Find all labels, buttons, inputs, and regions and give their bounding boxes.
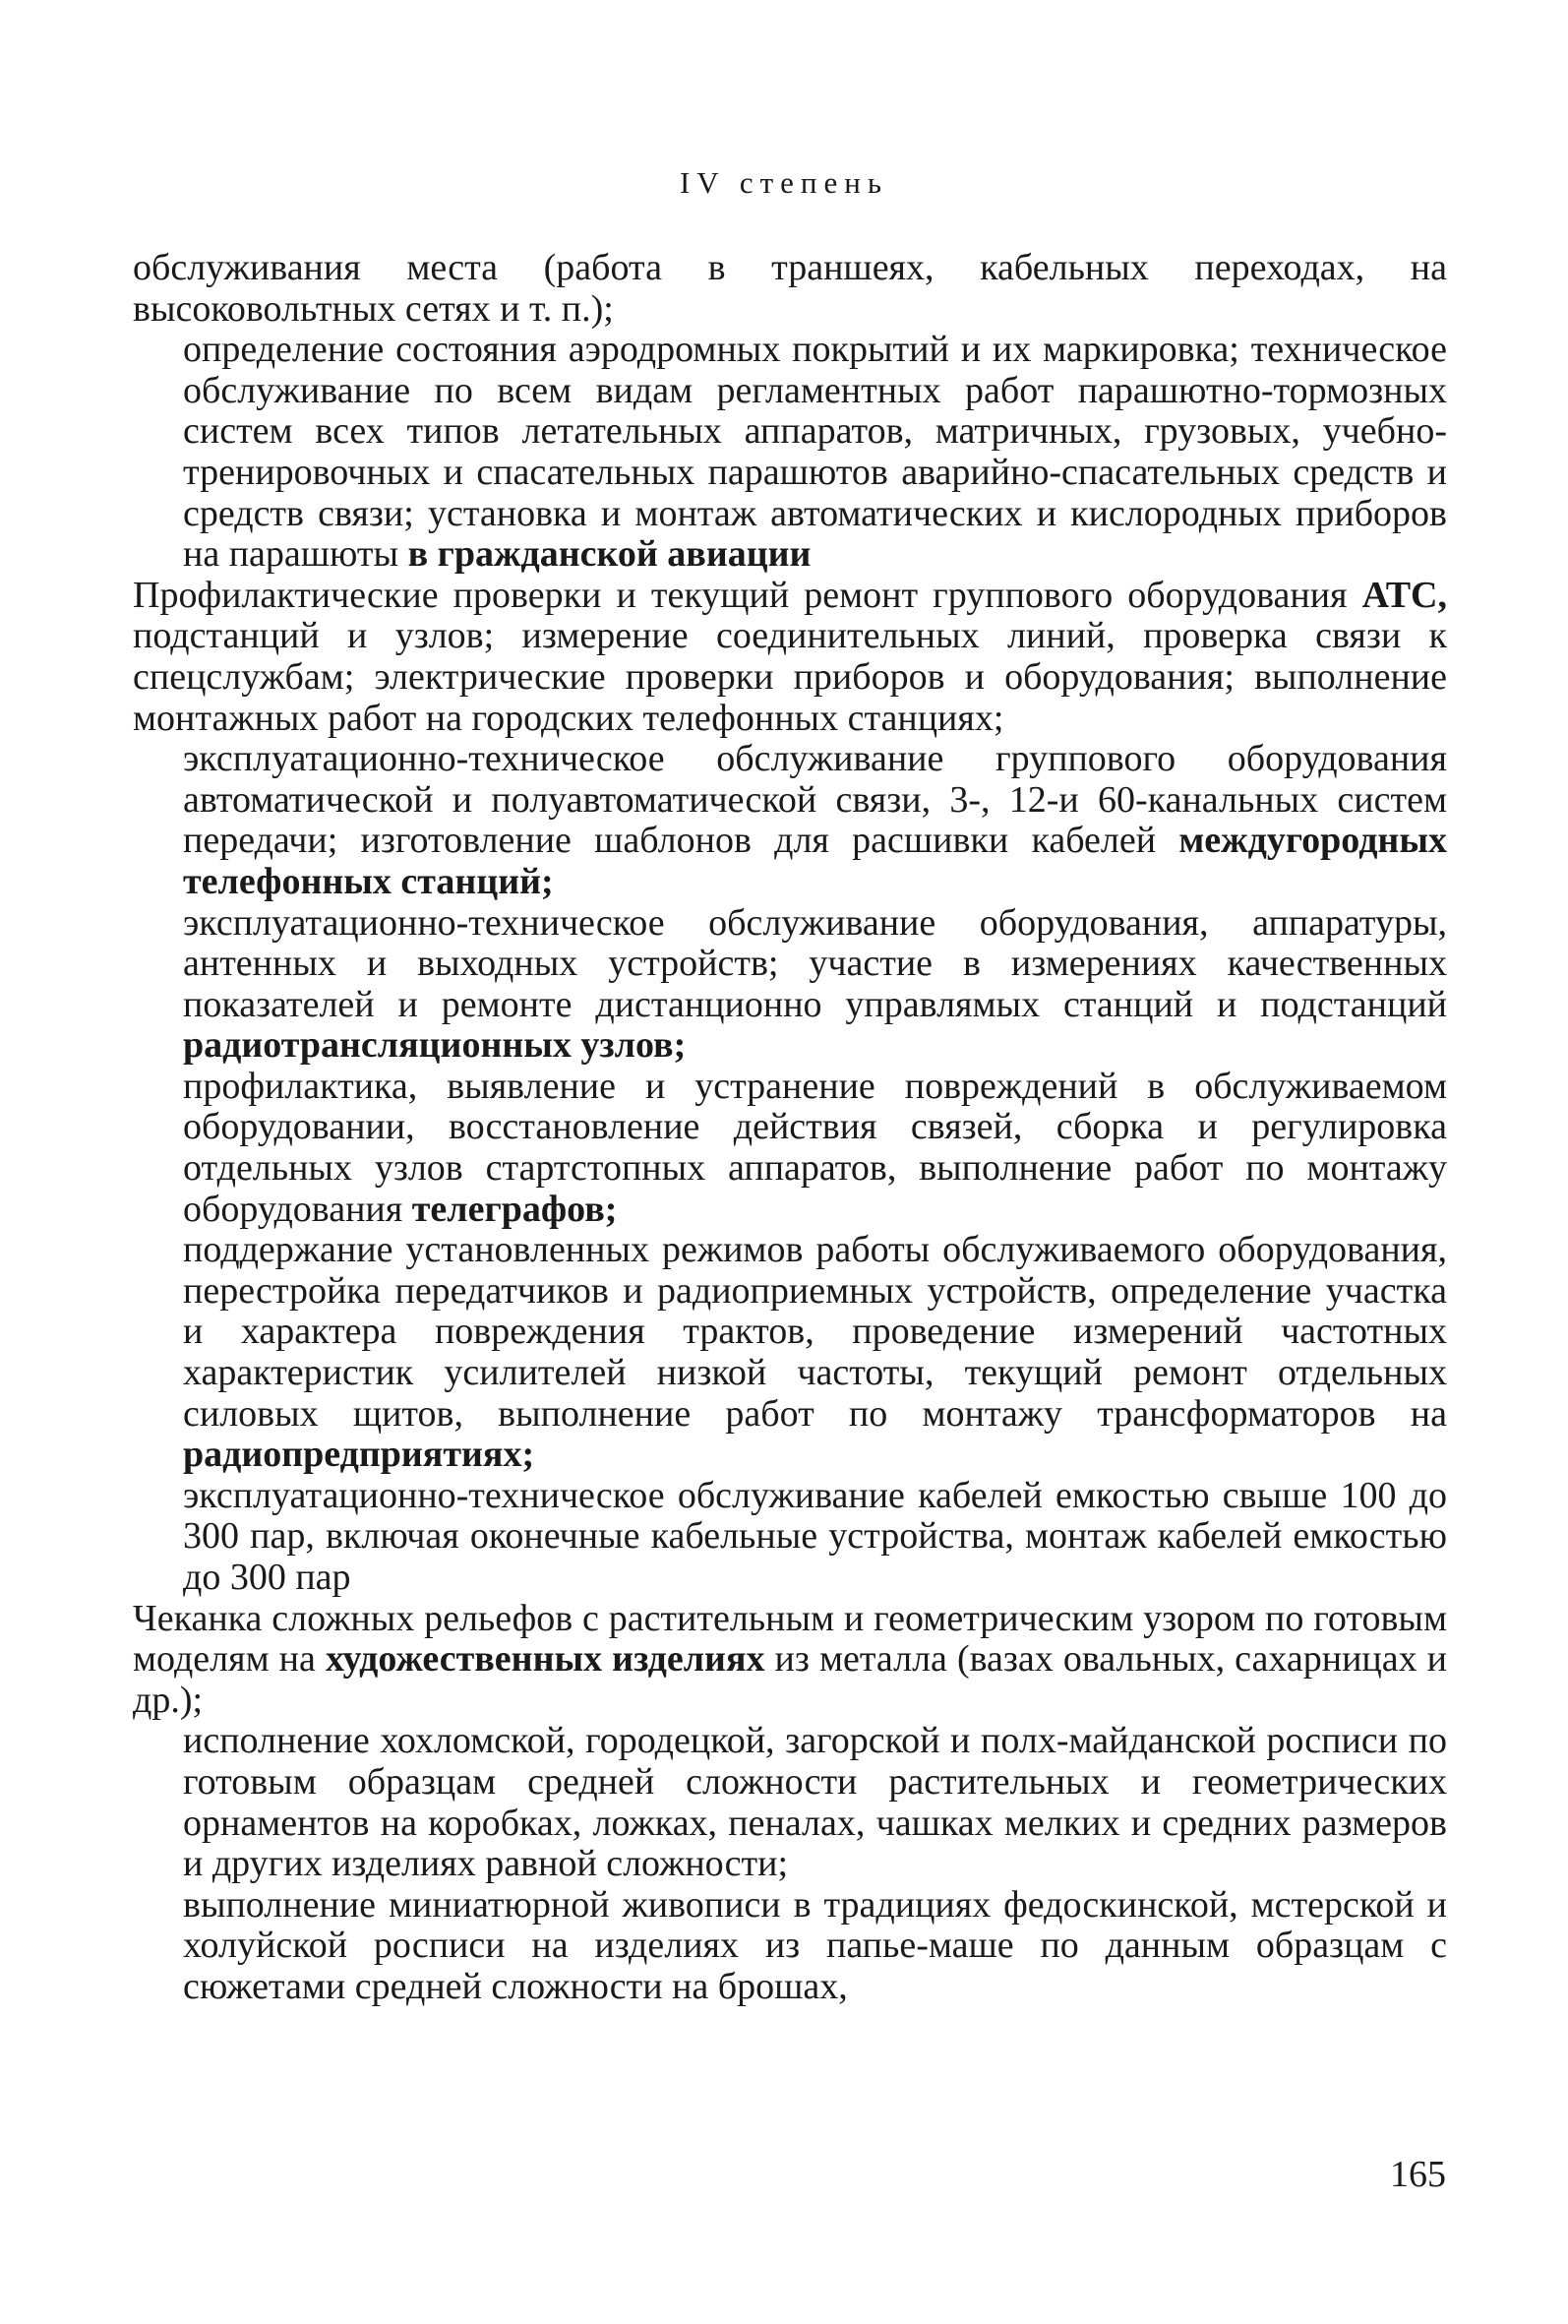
paragraph-text: эксплуатационно-техническое обслуживание группового оборудования автоматической и полуавтоматической связи, 3-, 12-и 60-канальных систем передачи; изготовление шаблонов для расшивки кабелей bbox=[183, 738, 1447, 862]
paragraph bbox=[133, 248, 1447, 330]
paragraph-text: исполнение хохломской, городецкой, загорской и полх-майданской росписи по готовым образцам средней сложности растительных и геометрических орнаментов на коробках, ложках, пеналах, чашках мелких и средних размеров и других изделиях равной сложности; bbox=[183, 1720, 1447, 1885]
page-body bbox=[133, 248, 1447, 2008]
bold-keyword: междугородных телефонных станций; bbox=[183, 820, 1447, 902]
bold-keyword: художественных изделиях bbox=[325, 1638, 765, 1681]
paragraph-text: Чеканка сложных рельефов с растительным и геометрическим узором по готовым моделям на bbox=[133, 1597, 1447, 1681]
paragraph-text: выполнение миниатюрной живописи в традициях федоскинской, мстерской и холуйской росписи на изделиях из папье-маше по данным образцам с сюжетами средней сложности на брошах, bbox=[183, 1883, 1447, 2007]
paragraph-text: профилактика, выявление и устранение повреждений в обслуживаемом оборудовании, восстановление действия связей, сборка и регулировка отдельных узлов стартстопных аппаратов, выполнение работ по монтажу оборудования bbox=[183, 1065, 1447, 1230]
bold-keyword: в гражданской авиации bbox=[407, 533, 812, 576]
paragraph bbox=[133, 903, 1447, 1067]
paragraph-text: эксплуатационно-техническое обслуживание оборудования, аппаратуры, антенных и выходных устройств; участие в измерениях качественных показателей и ремонте дистанционно управлямых станций и подстанций bbox=[183, 901, 1447, 1025]
paragraph bbox=[133, 1476, 1447, 1599]
paragraph-text: эксплуатационно-техническое обслуживание кабелей емкостью свыше 100 до 300 пар, включая оконечные кабельные устройства, монтаж кабелей емкостью до 300 пар bbox=[183, 1474, 1447, 1598]
page-number: 165 bbox=[1390, 2154, 1446, 2195]
paragraph-text bbox=[133, 1599, 1447, 1722]
paragraph bbox=[133, 1721, 1447, 1884]
paragraph bbox=[133, 739, 1447, 902]
bold-keyword: радиопредприятиях; bbox=[183, 1434, 535, 1476]
bold-keyword: АТС, bbox=[1361, 574, 1447, 616]
paragraph-text: поддержание установленных режимов работы обслуживаемого оборудования, перестройка передатчиков и радиоприемных устройств, определение участка и характера повреждения трактов, проведение измерений частотных характеристик усилителей низкой частоты, текущий ремонт отдельных силовых щитов, выполнение работ по монтажу трансформаторов на bbox=[183, 1229, 1447, 1435]
paragraph-text: подстанций и узлов; измерение соединительных линий, проверка связи к спецслужбам; электрические проверки приборов и оборудования; выполнение монтажных работ на городских телефонных станциях; bbox=[133, 615, 1447, 739]
paragraph bbox=[133, 1067, 1447, 1230]
paragraph-text: обслуживания места (работа в траншеях, кабельных переходах, на высоковольтных сетях и т. п.); bbox=[133, 247, 1447, 330]
paragraph-hanging bbox=[133, 1599, 1447, 1722]
page-header: IV степень bbox=[679, 165, 889, 200]
paragraph-text: определение состояния аэродромных покрытий и их маркировка; техническое обслуживание по всем видам регламентных работ парашютно-тормозных систем всех типов летательных аппаратов, матричных, грузовых, учебно-тренировочных и спасательных парашютов аварийно-спасательных средств и средств связи; установка и монтаж автоматических и кислородных приборов на парашюты bbox=[183, 329, 1447, 576]
paragraph-text: Профилактические проверки и текущий ремонт группового оборудования bbox=[133, 574, 1362, 616]
paragraph-text bbox=[133, 576, 1447, 739]
paragraph bbox=[133, 1230, 1447, 1476]
bold-keyword: телеграфов; bbox=[411, 1188, 618, 1230]
paragraph bbox=[133, 1885, 1447, 2008]
bold-keyword: радиотрансляционных узлов; bbox=[183, 1024, 687, 1067]
paragraph-hanging bbox=[133, 576, 1447, 739]
paragraph-text: из металла (вазах овальных, сахарницах и др.); bbox=[133, 1638, 1447, 1721]
paragraph bbox=[133, 330, 1447, 576]
